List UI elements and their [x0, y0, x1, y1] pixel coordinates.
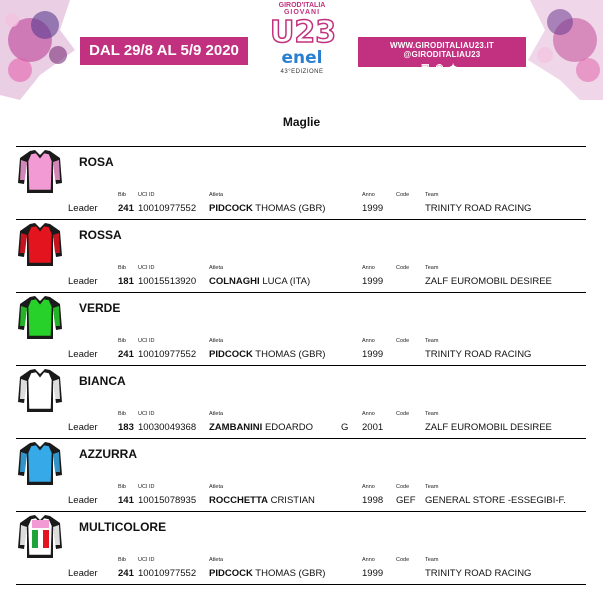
column-header-athlete: Atleta [209, 265, 224, 271]
jersey-row [16, 438, 586, 510]
column-header-bib: Bib [118, 484, 126, 490]
jersey-icon [16, 441, 64, 487]
uci-id: 10015078935 [138, 495, 197, 506]
birth-year: 1999 [362, 203, 384, 214]
uci-id: 10010977552 [138, 568, 197, 579]
category-flag: G [341, 422, 349, 433]
column-header-athlete: Atleta [209, 411, 224, 417]
column-header-year: Anno [362, 338, 375, 344]
role-label: Leader [68, 568, 98, 579]
athlete-surname: PIDCOCK [209, 203, 253, 214]
column-header-uci: UCI ID [138, 484, 155, 490]
column-header-bib: Bib [118, 192, 126, 198]
role-label: Leader [68, 276, 98, 287]
jersey-row [16, 146, 586, 218]
athlete-name [209, 349, 325, 360]
jersey-icon [16, 222, 64, 268]
bib-number: 241 [118, 203, 134, 214]
athlete-firstname: THOMAS (GBR) [255, 568, 326, 579]
column-header-year: Anno [362, 484, 375, 490]
jersey-name: ROSA [79, 155, 114, 169]
column-header-code: Code [396, 484, 410, 490]
bib-number: 181 [118, 276, 134, 287]
jersey-name: BIANCA [79, 374, 126, 388]
column-header-year: Anno [362, 265, 375, 271]
bib-number: 241 [118, 349, 134, 360]
role-label: Leader [68, 349, 98, 360]
uci-id: 10010977552 [138, 203, 197, 214]
instagram-icon[interactable]: ◉ [435, 62, 450, 72]
date-range-banner: DAL 29/8 AL 5/9 2020 [80, 37, 248, 65]
column-header-team: Team [425, 411, 439, 417]
jersey-row [16, 219, 586, 291]
column-header-team: Team [425, 265, 439, 271]
column-header-athlete: Atleta [209, 338, 224, 344]
bib-number: 183 [118, 422, 134, 433]
column-header-athlete: Atleta [209, 192, 224, 198]
team-name: ZALF EUROMOBIL DESIREE [425, 276, 552, 287]
giro-u23-logo [270, 2, 337, 75]
column-header-bib: Bib [118, 411, 126, 417]
column-header-uci: UCI ID [138, 192, 155, 198]
athlete-firstname: CRISTIAN [270, 495, 315, 506]
header-banner [0, 0, 603, 110]
birth-year: 2001 [362, 422, 384, 433]
logo-mark: U23 [270, 15, 337, 50]
website-link[interactable]: WWW.GIRODITALIAU23.IT @GIRODITALIAU23 [389, 41, 495, 59]
athlete-name [209, 276, 310, 287]
jersey-name: ROSSA [79, 228, 122, 242]
logo-line2: GIOVANI [283, 9, 321, 16]
column-header-uci: UCI ID [138, 338, 155, 344]
column-header-athlete: Atleta [209, 484, 224, 490]
column-header-athlete: Atleta [209, 557, 224, 563]
column-header-uci: UCI ID [138, 411, 155, 417]
bib-number: 241 [118, 568, 134, 579]
jersey-icon [16, 149, 64, 195]
column-header-year: Anno [362, 192, 375, 198]
sponsor-logo: enel [281, 48, 323, 68]
athlete-surname: ZAMBANINI [209, 422, 263, 433]
page-title: Maglie [282, 115, 321, 129]
uci-id: 10010977552 [138, 349, 197, 360]
athlete-firstname: EDOARDO [264, 422, 313, 433]
athlete-firstname: LUCA (ITA) [262, 276, 311, 287]
role-label: Leader [68, 422, 98, 433]
cyclist-splash-left-icon [0, 0, 80, 100]
athlete-surname: PIDCOCK [209, 568, 253, 579]
bib-number: 141 [118, 495, 134, 506]
jersey-icon [16, 514, 64, 560]
column-header-uci: UCI ID [138, 265, 155, 271]
team-name: TRINITY ROAD RACING [425, 568, 532, 579]
jersey-row [16, 365, 586, 437]
athlete-firstname: THOMAS (GBR) [255, 349, 326, 360]
uci-id: 10015513920 [138, 276, 197, 287]
athlete-surname: ROCCHETTA [209, 495, 268, 506]
athlete-name [209, 203, 325, 214]
jersey-icon [16, 295, 64, 341]
column-header-bib: Bib [118, 265, 126, 271]
jersey-icon [16, 368, 64, 414]
jersey-name: VERDE [79, 301, 121, 315]
twitter-icon[interactable]: ✦ [449, 62, 463, 72]
athlete-name [209, 422, 313, 433]
column-header-year: Anno [362, 411, 375, 417]
column-header-team: Team [425, 192, 439, 198]
team-name: GENERAL STORE -ESSEGIBI-F. [425, 495, 566, 506]
jersey-row [16, 292, 586, 364]
birth-year: 1998 [362, 495, 384, 506]
column-header-bib: Bib [118, 557, 126, 563]
column-header-code: Code [396, 338, 410, 344]
role-label: Leader [68, 495, 98, 506]
column-header-code: Code [396, 557, 410, 563]
jersey-name: MULTICOLORE [79, 520, 167, 534]
cyclist-splash-right-icon [520, 0, 603, 100]
role-label: Leader [68, 203, 98, 214]
edition-label: 43°EDIZIONE [280, 69, 324, 75]
column-header-code: Code [396, 265, 410, 271]
athlete-firstname: THOMAS (GBR) [255, 203, 326, 214]
column-header-year: Anno [362, 557, 375, 563]
team-name: TRINITY ROAD RACING [425, 203, 532, 214]
links-banner [358, 37, 526, 72]
uci-id: 10030049368 [138, 422, 197, 433]
social-icons [358, 62, 526, 73]
column-header-team: Team [425, 557, 439, 563]
column-header-team: Team [425, 484, 439, 490]
jersey-row [16, 511, 586, 583]
team-code: GEF [396, 495, 416, 506]
athlete-surname: PIDCOCK [209, 349, 253, 360]
jersey-name: AZZURRA [79, 447, 137, 461]
birth-year: 1999 [362, 276, 384, 287]
athlete-surname: COLNAGHI [209, 276, 260, 287]
column-header-team: Team [425, 338, 439, 344]
team-name: TRINITY ROAD RACING [425, 349, 532, 360]
birth-year: 1999 [362, 349, 384, 360]
column-header-code: Code [396, 192, 410, 198]
column-header-uci: UCI ID [138, 557, 155, 563]
athlete-name [209, 495, 315, 506]
athlete-name [209, 568, 325, 579]
team-name: ZALF EUROMOBIL DESIREE [425, 422, 552, 433]
row-divider [16, 584, 586, 585]
column-header-bib: Bib [118, 338, 126, 344]
column-header-code: Code [396, 411, 410, 417]
logo-line1: GIROD'ITALIA [278, 2, 326, 9]
facebook-icon[interactable]: ▣ [421, 62, 436, 72]
birth-year: 1999 [362, 568, 384, 579]
